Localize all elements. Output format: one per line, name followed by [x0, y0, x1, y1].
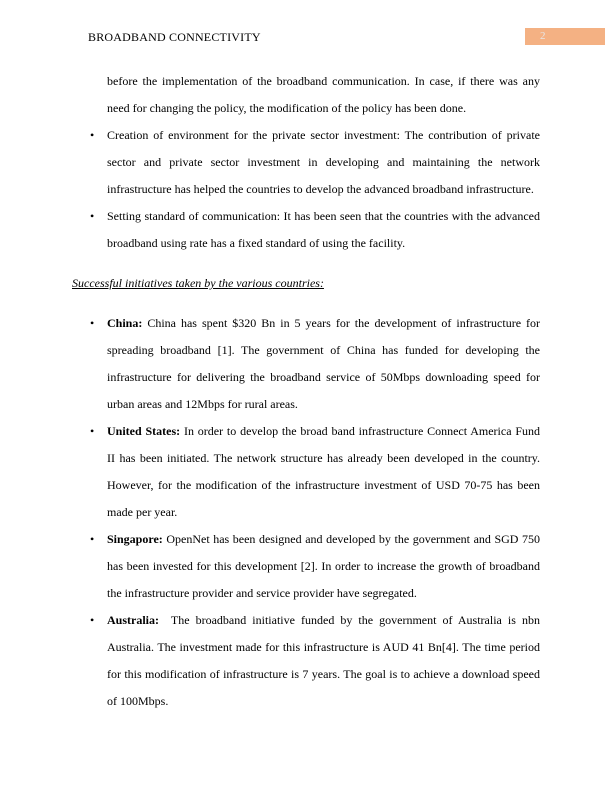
- document-body: [72, 68, 540, 715]
- country-label-australia: Australia:: [107, 613, 159, 627]
- country-label-united-states: United States:: [107, 424, 181, 438]
- country-bullet-item-singapore: [107, 526, 540, 607]
- country-bullet-list: [72, 310, 540, 715]
- country-text-singapore: OpenNet has been designed and developed by the government and SGD 750 has been invested for this development [2]. In order to increase the growth of broadband the infrastructure provider and service provider have segregated.: [107, 532, 541, 600]
- page-header: [72, 28, 540, 48]
- section-heading: Successful initiatives taken by the various countries:: [72, 276, 324, 290]
- country-label-singapore: Singapore:: [107, 532, 163, 546]
- country-text-united-states: In order to develop the broad band infrastructure Connect America Fund II has been initiated. The network structure has already been developed in the country. However, for the modification of the infrastructure investment of USD 70-75 has been made per year.: [107, 424, 541, 519]
- page-number-badge: 2: [525, 28, 605, 45]
- country-label-china: China:: [107, 316, 143, 330]
- country-text-australia: The broadband initiative funded by the government of Australia is nbn Australia. The investment made for this infrastructure is AUD 41 Bn[4]. The time period for this modification of infrastructure is 7 years. The goal is to achieve a download speed of 100Mbps.: [107, 613, 540, 708]
- country-bullet-item-australia: [107, 607, 540, 715]
- country-text-china: China has spent $320 Bn in 5 years for the development of infrastructure for spreading broadband [1]. The government of China has funded for developing the infrastructure for delivering the broadband service of 50Mbps downloading speed for urban areas and 12Mbps for rural areas.: [107, 316, 540, 411]
- continuation-paragraph: before the implementation of the broadband communication. In case, if there was any need for changing the policy, the modification of the policy has been done.: [107, 74, 540, 115]
- header-title: BROADBAND CONNECTIVITY: [88, 30, 261, 44]
- policy-bullet-item: • Creation of environment for the private sector investment: The contribution of private sector and private sector investment in developing and maintaining the network infrastructure has helped the countries to develop the advanced broadband infrastructure.: [107, 122, 540, 203]
- country-bullet-item-united-states: [107, 418, 540, 526]
- policy-bullet-list: [72, 122, 540, 257]
- country-bullet-item-china: [107, 310, 540, 418]
- policy-bullet-item: • Setting standard of communication: It has been seen that the countries with the advanced broadband using rate has a fixed standard of using the facility.: [107, 203, 540, 257]
